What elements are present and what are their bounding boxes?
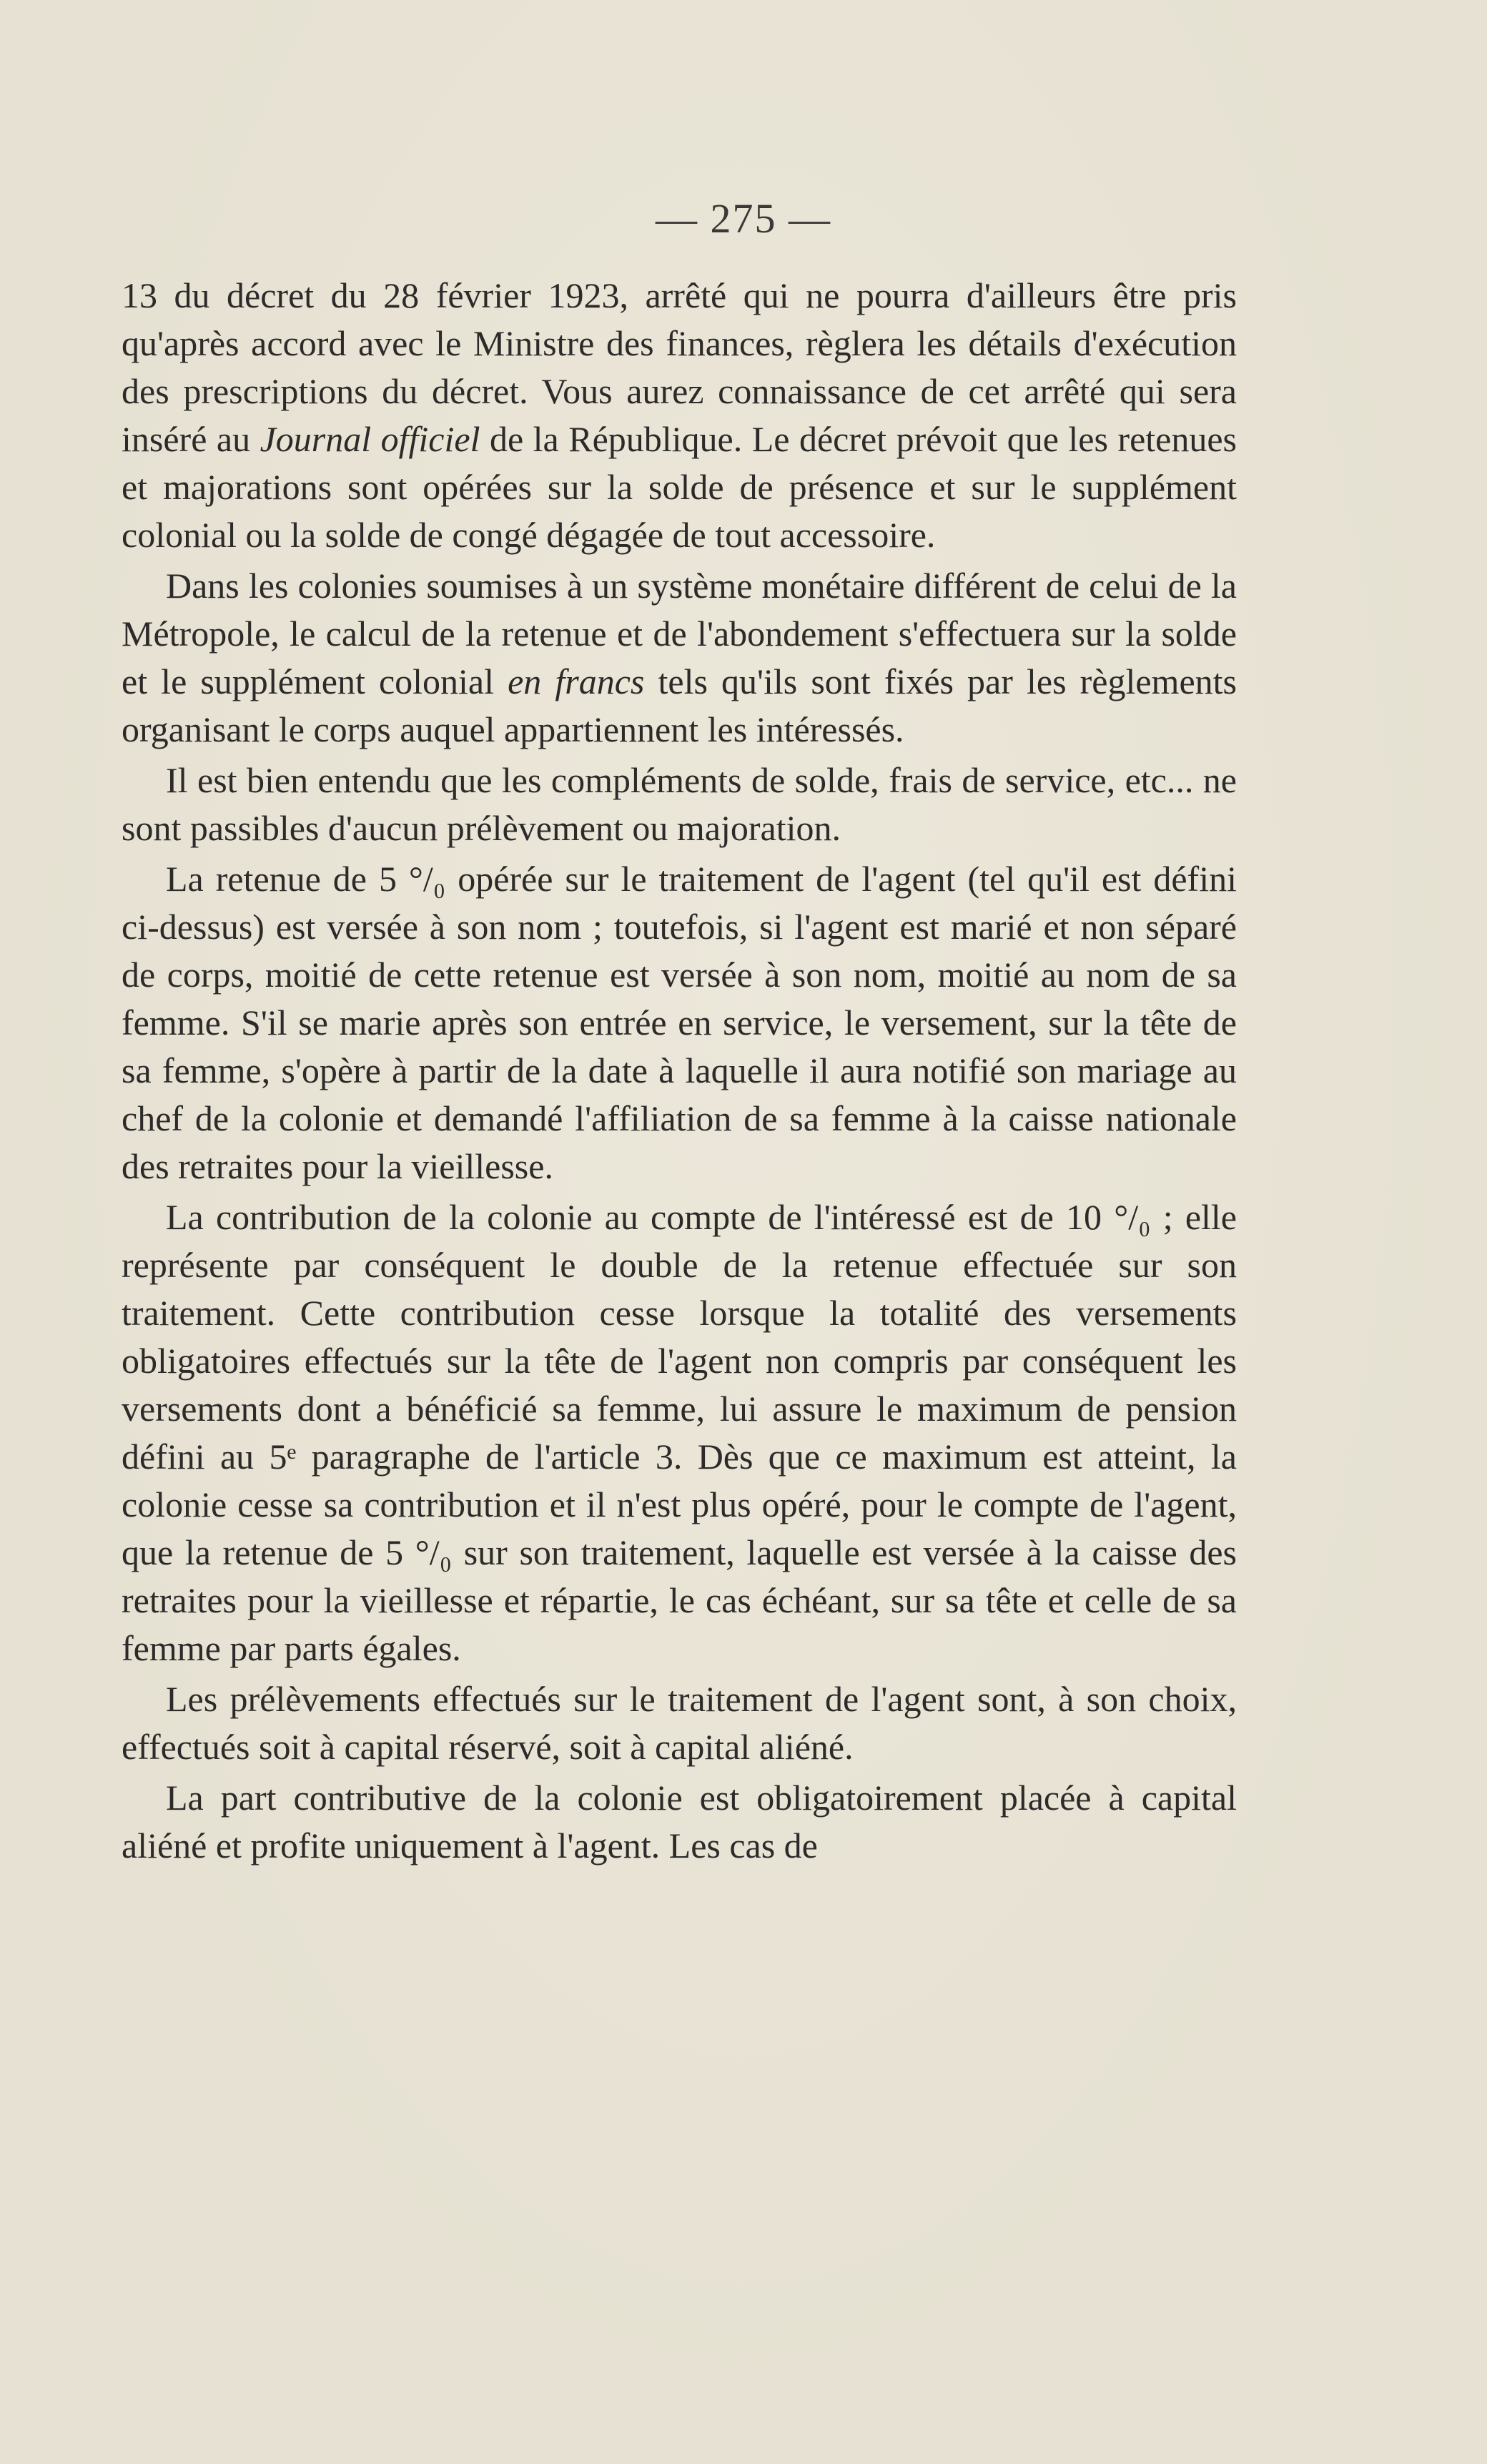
- paragraph: [122, 1675, 1237, 1771]
- text-segment: de la République. Le décret prévoit que les retenues et majorations sont opérées sur la solde de présence et sur le supplément colonial ou la solde de congé dégagée de tout accessoire.: [122, 419, 1237, 555]
- text-segment: La contribution de la colonie au compte de l'intéressé est de 10 °/₀ ; elle représente par conséquent le double de la retenue effectuée sur son traitement. Cette contribution cesse lorsque la totalité des versements obligatoires effectués sur la tête de l'agent non compris par conséquent les versements dont a bénéficié sa femme, lui assure le maximum de pension défini au 5ᵉ paragraphe de l'article 3. Dès que ce maximum est atteint, la colonie cesse sa contribution et il n'est plus opéré, pour le compte de l'agent, que la retenue de 5 °/₀ sur son traitement, laquelle est versée à la caisse des retraites pour la vieillesse et répartie, le cas échéant, sur sa tête et celle de sa femme par parts égales.: [122, 1197, 1237, 1668]
- italic-text: Journal officiel: [260, 419, 480, 459]
- text-segment: tels qu'ils sont fixés par les règlements organisant le corps auquel appartiennent les intéressés.: [122, 661, 1237, 749]
- text-segment: Il est bien entendu que les compléments de solde, frais de service, etc... ne sont passibles d'aucun prélèvement ou majoration.: [122, 760, 1237, 848]
- paragraph: [122, 855, 1237, 1191]
- page-number: — 275 —: [656, 195, 831, 242]
- text-segment: La retenue de 5 °/₀ opérée sur le traitement de l'agent (tel qu'il est défini ci-dessus) est versée à son nom ; toutefois, si l'agent est marié et non séparé de corps, moitié de cette retenue est versée à son nom, moitié au nom de sa femme. S'il se marie après son entrée en service, le versement, sur la tête de sa femme, s'opère à partir de la date à laquelle il aura notifié son mariage au chef de la colonie et demandé l'affiliation de sa femme à la caisse nationale des retraites pour la vieillesse.: [122, 859, 1237, 1186]
- text-segment: La part contributive de la colonie est obligatoirement placée à capital aliéné et profite uniquement à l'agent. Les cas de: [122, 1778, 1237, 1866]
- text-segment: 13 du décret du 28 février 1923, arrêté qui ne pourra d'ailleurs être pris qu'après accord avec le Ministre des finances, règlera les détails d'exécution des prescriptions du décret. Vous aurez connaissance de cet arrêté qui sera inséré au: [122, 275, 1237, 459]
- paragraph: [122, 562, 1237, 754]
- paragraph: [122, 1193, 1237, 1672]
- text-segment: Les prélèvements effectués sur le traitement de l'agent sont, à son choix, effectués soit à capital réservé, soit à capital aliéné.: [122, 1679, 1237, 1767]
- paragraph: [122, 1774, 1237, 1870]
- body-text: [122, 272, 1237, 1870]
- text-segment: Dans les colonies soumises à un système monétaire différent de celui de la Métropole, le calcul de la retenue et de l'abondement s'effectuera sur la solde et le supplément colonial: [122, 566, 1237, 701]
- paragraph: [122, 757, 1237, 852]
- paragraph: [122, 272, 1237, 559]
- italic-text: en francs: [508, 661, 645, 701]
